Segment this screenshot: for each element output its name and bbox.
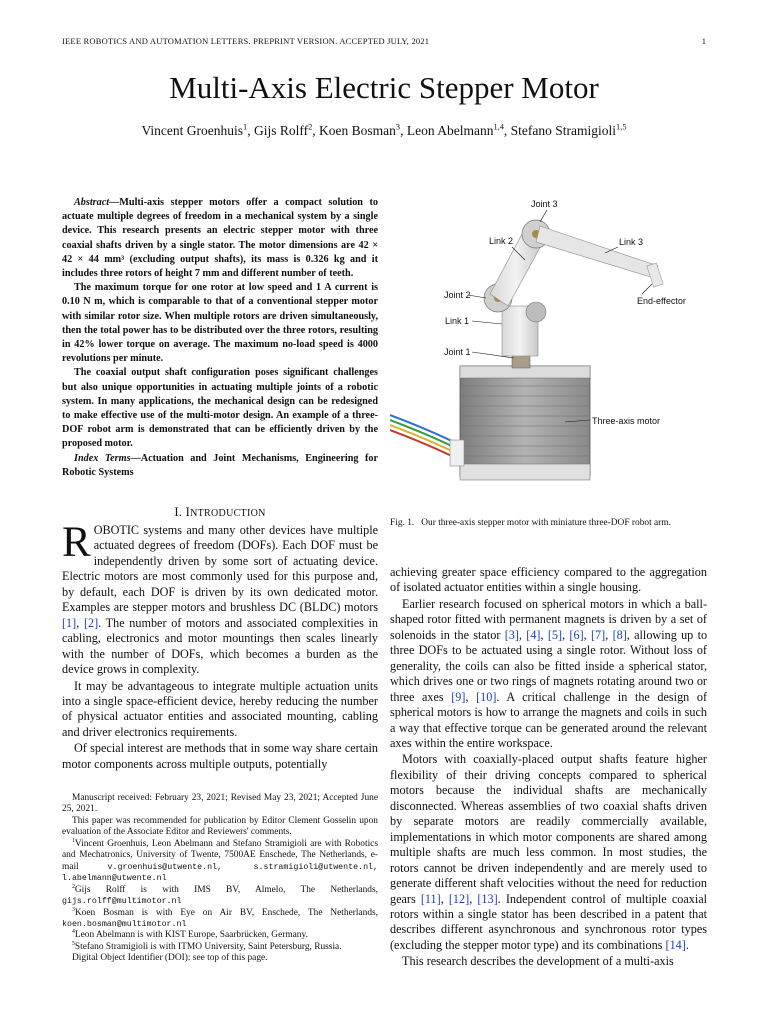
body-paragraph: This research describes the development of a multi-axis bbox=[402, 954, 674, 969]
citation-link[interactable]: [6] bbox=[569, 627, 584, 642]
author-name: Koen Bosman bbox=[319, 123, 396, 138]
index-terms-label: Index Terms bbox=[74, 453, 131, 464]
body-text: . Independent control of multiple coaxial rotors within a single stator has been described in a patent that describes different asynchronous and synchronous rotor types (excluding the stepper motor type) and its combinations bbox=[390, 891, 708, 952]
footnote-text: Vincent Groenhuis, Leon Abelmann and Stefano Stramigioli are with Robotics and Mechatronics, University of Twente, 7500AE Enschede, The Netherlands, e-mail bbox=[62, 838, 378, 872]
body-paragraph: ROBOTIC systems and many other devices have multiple actuated degrees of freedom (DOFs). Each DOF must be independently driven by some sort of actuating device. Electric motors are most commonly used for this purpose and, by default, each DOF is driven by its own dedicated motor. Examples are stepper motors and brushless DC (BLDC) motors [1], [2]. The number of motors and associated complexities in cabling, electronics and motor mountings then scales linearly with the number of DOFs, which becomes a burden as the device grows in complexity. bbox=[62, 519, 379, 677]
footnote-text: Gijs Rolff is with IMS BV, Almelo, The Netherlands, bbox=[74, 884, 378, 895]
figure-label-joint3: Joint 3 bbox=[531, 199, 558, 209]
section-initial: I bbox=[185, 505, 191, 519]
author-affiliation: 1,5 bbox=[616, 122, 627, 132]
intro-right-column bbox=[390, 565, 707, 971]
abstract-label: Abstract bbox=[74, 197, 110, 208]
running-header: IEEE ROBOTICS AND AUTOMATION LETTERS. PREPRINT VERSION. ACCEPTED JULY, 2021 bbox=[62, 36, 430, 46]
figure-caption bbox=[390, 517, 707, 529]
figure-motor-robot-arm bbox=[390, 190, 707, 510]
body-text: . bbox=[685, 937, 689, 952]
footnote: Manuscript received: February 23, 2021; Revised May 23, 2021; Accepted June 25, 2021. bbox=[62, 793, 378, 815]
section-numeral: I. bbox=[174, 505, 186, 519]
footnote-email: gijs.rolff@multimotor.nl bbox=[62, 897, 182, 907]
figure-label-link1: Link 1 bbox=[445, 316, 470, 326]
author-name: Gijs Rolff bbox=[253, 123, 309, 138]
citation-link[interactable]: [12] bbox=[448, 891, 470, 906]
section-heading bbox=[62, 505, 378, 520]
footnote: $^1$Vincent Groenhuis, Leon Abelmann and Stefano Stramigioli are with Robotics and Mechatronics, University of Twente, 7500AE Enschede, The Netherlands, e-mail v.groenhuis@utwente.nl, s.stramigioli@utwente.nl, l.abelmann@utwente.nl bbox=[62, 837, 379, 884]
abstract bbox=[62, 196, 378, 452]
figure-label-link2: Link 2 bbox=[489, 236, 514, 246]
abstract-text: —Multi-axis stepper motors offer a compact solution to actuate multiple degrees of freedom in a mechanical system by a single device. This research presents an electric stepper motor with three coaxial shafts driven by a single stator. The motor dimensions are 42 × 42 × 44 mm³ (excluding output shafts), its mass is 0.326 kg and it includes three rotors of height 7 mm and different number of teeth. bbox=[62, 197, 378, 280]
author-affiliation: 1,4 bbox=[493, 122, 504, 132]
footnote: $^5$Stefano Stramigioli is with ITMO University, Saint Petersburg, Russia. bbox=[72, 940, 342, 952]
body-paragraph: Of special interest are methods that in some way share certain motor components across multiple outputs, potentially bbox=[62, 741, 378, 771]
caption-text: Our three-axis stepper motor with miniature three-DOF robot arm. bbox=[421, 518, 671, 528]
citation-link[interactable]: [7] bbox=[591, 627, 606, 642]
abstract-paragraph: The coaxial output shaft configuration poses significant challenges but also unique opportunities in actuating multiple joints of a robotic system. In many applications, the mechanical design can be redesigned to make effective use of the multi-motor design. An example of a three-DOF robot arm is demonstrated that can be efficiently driven by the proposed motor. bbox=[62, 367, 378, 450]
drop-cap: R bbox=[62, 519, 91, 566]
footnotes bbox=[62, 793, 378, 965]
citation-link[interactable]: [9] bbox=[451, 689, 466, 704]
footnote: This paper was recommended for publication by Editor Clement Gosselin upon evaluation of the Associate Editor and Reviewers' comments. bbox=[62, 815, 378, 838]
author-name: Vincent Groenhuis bbox=[141, 123, 244, 138]
footnote-email: v.groenhuis@utwente.nl, s.stramigioli@utwente.nl, l.abelmann@utwente.nl bbox=[62, 862, 379, 884]
body-text: OBOTIC systems and many other devices have multiple actuated degrees of freedom (DOFs). Each DOF must be independently driven by some sort of actuating device. Electric motors are most commonly used for this purpose and, by default, each DOF is driven by its own dedicated motor. Examples are stepper motors and brushless DC (BLDC) motors bbox=[62, 523, 378, 615]
caption-label: Fig. 1. bbox=[390, 518, 415, 528]
figure-label-joint1: Joint 1 bbox=[444, 347, 471, 357]
footnote: $^3$Koen Bosman is with Eye on Air BV, Enschede, The Netherlands, koen.bosman@multimotor.nl bbox=[62, 906, 378, 929]
author-name: Stefano Stramigioli bbox=[510, 123, 617, 138]
citation-link[interactable]: [11] bbox=[420, 891, 441, 906]
page-number: 1 bbox=[701, 36, 706, 46]
section-title-rest: NTRODUCTION bbox=[190, 508, 266, 519]
author-list: Vincent Groenhuis$^1$, Gijs Rolff$^2$, Koen Bosman$^3$, Leon Abelmann$^{1,4}$, Stefano Stramigioli$^{1,5}$ bbox=[141, 122, 627, 138]
body-text: . A critical challenge in the design of spherical motors is how to arrange the magnets and coils in such a way that effective torque can be generated around the relevant axes within the entire workspace. bbox=[390, 689, 708, 750]
index-terms-text: —Actuation and Joint Mechanisms, Engineering for Robotic Systems bbox=[62, 453, 378, 479]
citation-link[interactable]: [4] bbox=[526, 627, 541, 642]
author-name: Leon Abelmann bbox=[406, 123, 494, 138]
citation-link[interactable]: [10] bbox=[476, 689, 497, 704]
author-affiliation: 2 bbox=[308, 122, 313, 132]
citation-link[interactable]: [8] bbox=[612, 627, 627, 642]
citation-link[interactable]: [5] bbox=[547, 627, 563, 642]
abstract-paragraph bbox=[62, 196, 378, 281]
body-paragraph: achieving greater space efficiency compared to the aggregation of isolated actuator entities within a single housing. bbox=[390, 565, 707, 595]
citation-link[interactable]: [13] bbox=[477, 891, 498, 906]
citation-link[interactable]: [14] bbox=[665, 937, 686, 952]
index-terms bbox=[62, 452, 378, 480]
footnote-text: Leon Abelmann is with KIST Europe, Saarbrücken, Germany. bbox=[74, 930, 308, 941]
intro-left-column bbox=[62, 519, 379, 773]
citation-link[interactable]: [2] bbox=[83, 615, 99, 630]
footnote: $^4$Leon Abelmann is with KIST Europe, Saarbrücken, Germany. bbox=[72, 929, 308, 941]
body-text: Earlier research focused on spherical motors in which a ball-shaped rotor fitted with permanent magnets is driven by a set of solenoids in the stator bbox=[390, 596, 707, 642]
footnote-email: koen.bosman@multimotor.nl bbox=[62, 919, 187, 929]
body-text: Motors with coaxially-placed output shafts feature higher flexibility of their driving concepts compared to spherical motors because the individual shafts are mechanically disconnected. Whereas assemblies of two coaxial shafts driven by separate motors are readily commercially available, implementations in which motor components are shared among multiple shafts are much less common. In most studies, the rotors cannot be driven independently and are merely used to generate different shaft velocities without the need for reduction gears bbox=[390, 752, 707, 906]
body-text: . The number of motors and associated complexities in cabling, electronics and motor mountings then scales linearly with the number of DOFs, which becomes a burden as the device grows in complexity. bbox=[62, 615, 379, 677]
abstract-paragraph: The maximum torque for one rotor at low speed and 1 A current is 0.10 N m, which is comparable to that of a conventional stepper motor with similar rotor size. When multiple rotors are driven simultaneously, then the total power has to be distributed over the three rotors, resulting in 42% lower torque on average. The maximum no-load speed is 4000 revolutions per minute. bbox=[62, 282, 378, 365]
footnote: Digital Object Identifier (DOI): see top of this page. bbox=[72, 953, 268, 964]
body-text: , allowing up to three DOFs to be actuated using a single rotor. Without loss of generality, the coils can also be fitted inside a spherical stator, which drives one or two rings of magnets rotating around two or three axes bbox=[390, 627, 708, 704]
body-paragraph: It may be advantageous to integrate multiple actuation units into a single space-efficient device, hereby reducing the number of physical actuator entities and associated mounting, cabling and driver electronics requirements. bbox=[62, 678, 378, 739]
footnote-text: Stefano Stramigioli is with ITMO University, Saint Petersburg, Russia. bbox=[74, 941, 342, 952]
author-affiliation: 3 bbox=[395, 122, 401, 132]
paper-title: Multi-Axis Electric Stepper Motor bbox=[169, 70, 599, 105]
footnote-text: Koen Bosman is with Eye on Air BV, Enschede, The Netherlands, bbox=[74, 907, 378, 918]
figure-label-link3: Link 3 bbox=[619, 237, 644, 247]
footnote: $^2$Gijs Rolff is with IMS BV, Almelo, The Netherlands, gijs.rolff@multimotor.nl bbox=[62, 883, 378, 907]
citation-link[interactable]: [3] bbox=[504, 627, 519, 642]
author-affiliation: 1 bbox=[243, 122, 248, 132]
body-paragraph: Motors with coaxially-placed output shafts feature higher flexibility of their driving concepts compared to spherical motors because the individual shafts are mechanically disconnected. Whereas assemblies of two coaxial shafts driven by separate motors are readily commercially available, implementations in which motor components are shared among multiple shafts are much less common. In most studies, the rotors cannot be driven independently and are merely used to generate different shaft velocities without the need for reduction gears [11], [12], [13]. Independent control of multiple coaxial rotors within a single stator has been described in a patent that describes different asynchronous and synchronous rotor types (excluding the stepper motor type) and its combinations [14]. bbox=[390, 752, 708, 952]
figure-label-end-effector: End-effector bbox=[637, 296, 686, 306]
figure-label-motor: Three-axis motor bbox=[592, 416, 661, 426]
body-paragraph: Earlier research focused on spherical motors in which a ball-shaped rotor fitted with permanent magnets is driven by a set of solenoids in the stator [3], [4], [5], [6], [7], [8], allowing up to three DOFs to be actuated using a single rotor. Without loss of generality, the coils can also be fitted inside a spherical stator, which drives one or two rings of magnets rotating around two or three axes [9], [10]. A critical challenge in the design of spherical motors is how to arrange the magnets and coils in such a way that effective torque can be generated around the relevant axes within the entire workspace. bbox=[390, 596, 708, 750]
citation-link[interactable]: [1] bbox=[62, 615, 77, 630]
figure-label-joint2: Joint 2 bbox=[444, 290, 471, 300]
